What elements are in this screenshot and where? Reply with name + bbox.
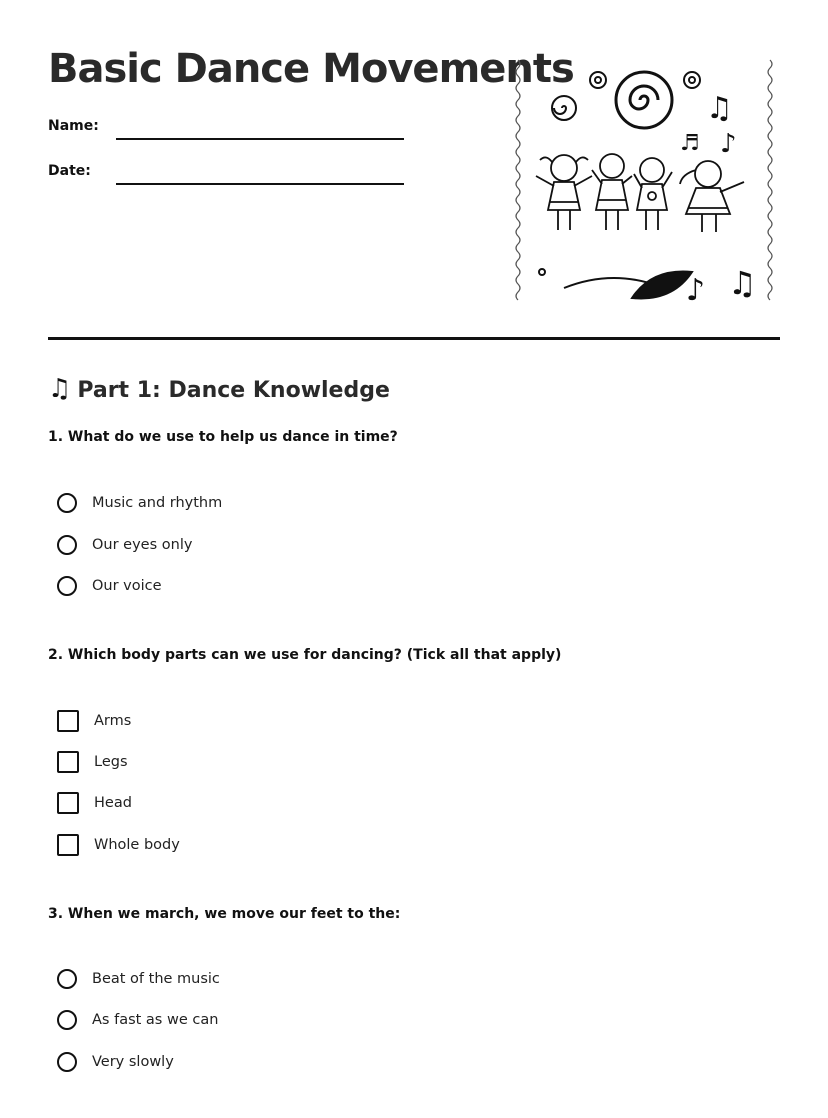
option-label: Legs	[94, 754, 128, 770]
radio-button[interactable]	[57, 535, 77, 555]
option-label: Our eyes only	[92, 537, 193, 553]
radio-button[interactable]	[57, 493, 77, 513]
q1-option-1[interactable]	[57, 490, 222, 516]
option-label: Our voice	[92, 578, 162, 594]
svg-text:♫: ♫	[728, 264, 757, 302]
date-input-line[interactable]	[116, 183, 404, 185]
svg-text:♬: ♬	[680, 131, 700, 156]
option-label: Arms	[94, 713, 132, 729]
radio-button[interactable]	[57, 1052, 77, 1072]
section-title: Part 1: Dance Knowledge	[77, 378, 390, 403]
radio-button[interactable]	[57, 576, 77, 596]
radio-button[interactable]	[57, 1010, 77, 1030]
koru-spiral-large	[616, 72, 672, 128]
leaf-decoration	[539, 269, 692, 298]
date-field[interactable]	[48, 163, 408, 193]
svg-text:♫: ♫	[706, 91, 733, 126]
q2-option-1[interactable]	[57, 708, 131, 734]
option-label: Head	[94, 795, 132, 811]
question-3: 3. When we march, we move our feet to the:	[48, 906, 401, 922]
q3-option-1[interactable]	[57, 966, 220, 992]
svg-text:♪: ♪	[720, 129, 737, 159]
question-2: 2. Which body parts can we use for dancing? (Tick all that apply)	[48, 647, 562, 663]
option-label: Beat of the music	[92, 971, 220, 987]
name-input-line[interactable]	[116, 138, 404, 140]
name-field[interactable]	[48, 118, 408, 148]
page-title: Basic Dance Movements	[48, 46, 574, 92]
children-dancing-illustration	[512, 52, 778, 314]
option-label: Whole body	[94, 837, 180, 853]
q3-option-2[interactable]	[57, 1007, 218, 1033]
checkbox[interactable]	[57, 710, 79, 732]
checkbox[interactable]	[57, 792, 79, 814]
border-swirl-right	[768, 60, 772, 300]
q1-option-2[interactable]	[57, 532, 192, 558]
checkbox[interactable]	[57, 751, 79, 773]
music-note-icon: ♫	[48, 374, 72, 404]
q2-option-3[interactable]	[57, 790, 132, 816]
option-label: As fast as we can	[92, 1012, 219, 1028]
q2-option-2[interactable]	[57, 749, 128, 775]
option-label: Very slowly	[92, 1054, 174, 1070]
radio-button[interactable]	[57, 969, 77, 989]
name-label: Name:	[48, 118, 99, 134]
svg-text:♪: ♪	[686, 273, 706, 308]
date-label: Date:	[48, 163, 91, 179]
border-swirl-left	[516, 60, 520, 300]
q1-option-3[interactable]	[57, 573, 162, 599]
dancing-children	[536, 154, 744, 232]
q2-option-4[interactable]	[57, 832, 180, 858]
checkbox[interactable]	[57, 834, 79, 856]
section-divider	[48, 337, 780, 340]
question-1: 1. What do we use to help us dance in time?	[48, 429, 398, 445]
q3-option-3[interactable]	[57, 1049, 174, 1075]
option-label: Music and rhythm	[92, 495, 223, 511]
section-heading	[48, 374, 390, 404]
